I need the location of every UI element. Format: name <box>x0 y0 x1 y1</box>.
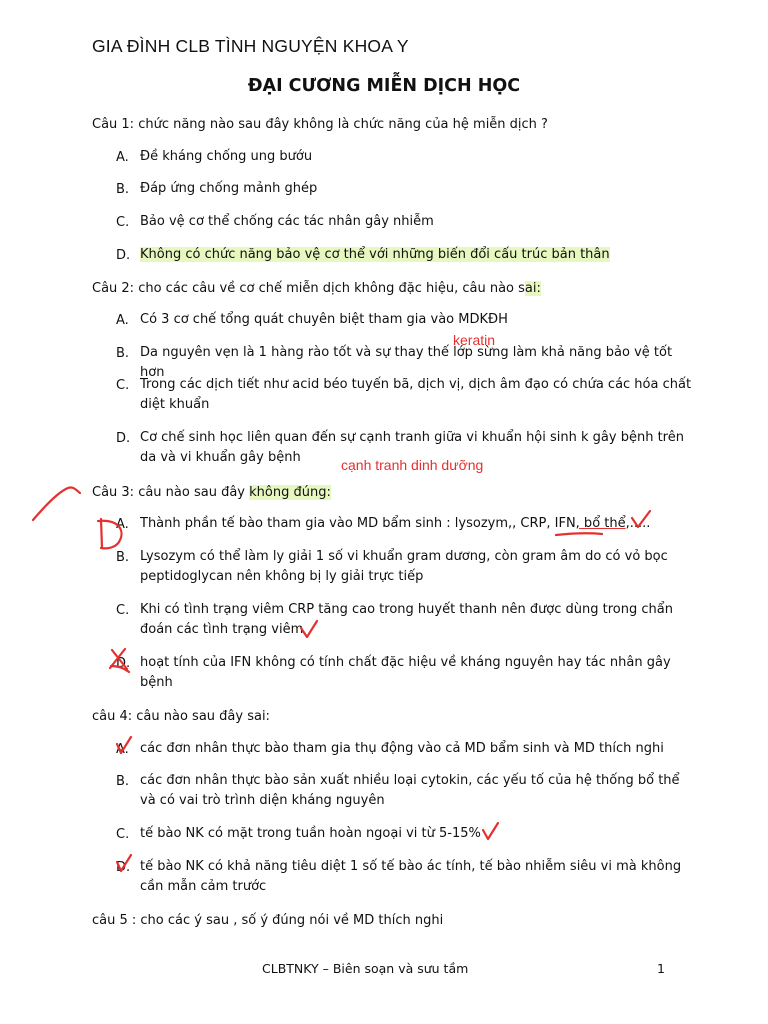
annotation-canh-tranh: cạnh tranh dinh dưỡng <box>341 457 484 473</box>
line: cần mẫn cảm trước <box>140 879 267 894</box>
question-2 <box>92 281 541 296</box>
question-3-text: Câu 3: câu nào sau đây <box>92 485 250 500</box>
option-letter: A. <box>116 742 129 757</box>
q3-option-c <box>140 600 700 640</box>
option-letter: B. <box>116 774 130 789</box>
line: hoạt tính của IFN không có tính chất đặc hiệu về kháng nguyên hay tác nhân gây <box>140 655 671 670</box>
q2-option-a: Có 3 cơ chế tổng quát chuyên biệt tham gia vào MDKĐH <box>140 312 508 327</box>
option-letter: D. <box>116 656 131 671</box>
q3-option-a <box>140 514 700 534</box>
q1-option-b: Đáp ứng chống mảnh ghép <box>140 181 318 196</box>
line: Lysozym có thể làm ly giải 1 số vi khuẩn gram dương, còn gram âm do có vỏ bọc <box>140 549 668 564</box>
option-letter: A. <box>116 150 129 165</box>
q1-option-a: Đề kháng chống ung bướu <box>140 149 313 164</box>
q1-option-c: Bảo vệ cơ thể chống các tác nhân gây nhiễm <box>140 214 434 229</box>
q4-option-a: các đơn nhân thực bào tham gia thụ động vào cả MD bẩm sinh và MD thích nghi <box>140 741 664 756</box>
page-number: 1 <box>657 961 665 976</box>
pen-flourish-mark <box>33 487 80 520</box>
option-letter: B. <box>116 346 130 361</box>
option-letter: D. <box>116 248 131 263</box>
question-2-text: Câu 2: cho các câu về cơ chế miễn dịch không đặc hiệu, câu nào s <box>92 281 525 296</box>
footer-text: CLBTNKY – Biên soạn và sưu tầm <box>262 961 469 976</box>
line: diệt khuẩn <box>140 397 210 412</box>
option-letter: D. <box>116 860 131 875</box>
q4-option-d <box>140 857 700 897</box>
question-3 <box>92 485 331 500</box>
q3-option-b <box>140 547 700 587</box>
line: peptidoglycan nên không bị ly giải trực tiếp <box>140 569 424 584</box>
option-letter: A. <box>116 517 129 532</box>
option-letter: C. <box>116 215 130 230</box>
text: Thành phần tế bào tham gia vào MD bẩm sinh : lysozym,, CRP, IFN <box>140 516 576 531</box>
document-title: ĐẠI CƯƠNG MIỄN DỊCH HỌC <box>247 76 521 96</box>
option-letter: C. <box>116 827 130 842</box>
question-1: Câu 1: chức năng nào sau đây không là chức năng của hệ miễn dịch ? <box>92 117 548 132</box>
annotation-keratin: keratin <box>453 332 496 348</box>
line: và có vai trò trình diện kháng nguyên <box>140 793 385 808</box>
q2-option-b: Da nguyên vẹn là 1 hàng rào tốt và sự thay thế lớp sừng làm khả năng bảo vệ tốt hơn <box>140 345 673 380</box>
option-letter: B. <box>116 182 130 197</box>
question-5: câu 5 : cho các ý sau , số ý đúng nói về MD thích nghi <box>92 913 444 928</box>
document-header: GIA ĐÌNH CLB TÌNH NGUYỆN KHOA Y <box>92 36 409 56</box>
q4-option-c: tế bào NK có mặt trong tuần hoàn ngoại vi từ 5-15% <box>140 826 481 841</box>
text: ,..... <box>625 516 651 531</box>
line: Trong các dịch tiết như acid béo tuyến bã, dịch vị, dịch âm đạo có chứa các hóa chất <box>140 377 692 392</box>
option-letter: C. <box>116 603 130 618</box>
q4-option-b <box>140 771 700 811</box>
line: bệnh <box>140 675 173 690</box>
line: da và vi khuẩn gây bệnh <box>140 450 301 465</box>
line: đoán các tình trạng viêm <box>140 622 304 637</box>
highlight: không đúng: <box>249 485 331 500</box>
line: Cơ chế sinh học liên quan đến sự cạnh tranh giữa vi khuẩn hội sinh k gây bệnh trên <box>140 430 684 445</box>
highlight: Không có chức năng bảo vệ cơ thể với những biến đổi cấu trúc bản thân <box>140 247 610 262</box>
q2-option-c <box>140 375 700 415</box>
line: Khi có tình trạng viêm CRP tăng cao trong huyết thanh nên được dùng trong chẩn <box>140 602 673 617</box>
underlined-text: , bổ thể <box>575 516 626 531</box>
line: tế bào NK có khả năng tiêu diệt 1 số tế bào ác tính, tế bào nhiễm siêu vi mà không <box>140 859 682 874</box>
option-letter: A. <box>116 313 129 328</box>
q3-option-d <box>140 653 700 693</box>
q1-option-d <box>140 245 700 265</box>
option-letter: C. <box>116 378 130 393</box>
highlight: ai: <box>524 281 541 296</box>
question-4: câu 4: câu nào sau đây sai: <box>92 709 270 724</box>
line: các đơn nhân thực bào sản xuất nhiều loại cytokin, các yếu tố của hệ thống bổ thể <box>140 773 680 788</box>
option-letter: B. <box>116 550 130 565</box>
option-letter: D. <box>116 431 131 446</box>
